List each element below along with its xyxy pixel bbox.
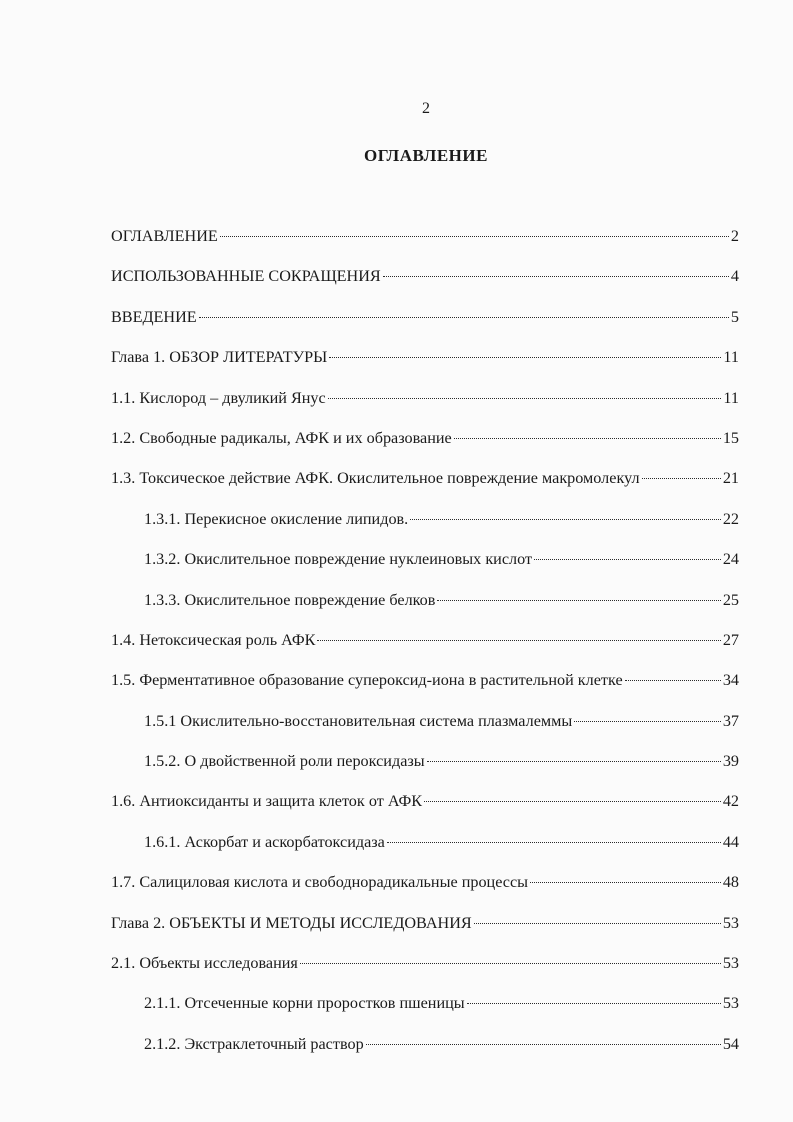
toc-dot-leader — [530, 882, 721, 883]
toc-entry[interactable] — [111, 468, 739, 508]
toc-entry[interactable] — [111, 347, 739, 387]
toc-entry-title: 1.3.3. Окислительное повреждение белков — [144, 590, 436, 609]
table-of-contents — [111, 226, 739, 1074]
toc-entry-page-number: 25 — [722, 590, 739, 609]
toc-entry-page-number: 42 — [722, 792, 739, 811]
toc-entry-page-number: 5 — [730, 307, 739, 326]
toc-entry-page-number: 54 — [722, 1034, 739, 1053]
toc-entry-page-number: 11 — [723, 388, 739, 407]
toc-dot-leader — [220, 236, 729, 237]
toc-dot-leader — [387, 842, 721, 843]
toc-entry-page-number: 44 — [722, 832, 739, 851]
toc-entry[interactable] — [111, 630, 739, 670]
toc-entry[interactable] — [111, 913, 739, 953]
toc-entry-title: 1.2. Свободные радикалы, АФК и их образование — [111, 428, 452, 447]
toc-entry-page-number: 53 — [722, 994, 739, 1013]
toc-entry-page-number: 39 — [722, 752, 739, 771]
toc-entry-title: 1.7. Салициловая кислота и свободнорадикальные процессы — [111, 873, 529, 892]
toc-dot-leader — [317, 640, 720, 641]
toc-dot-leader — [410, 519, 721, 520]
toc-entry-page-number: 15 — [722, 428, 739, 447]
toc-entry-page-number: 48 — [722, 873, 739, 892]
toc-entry[interactable] — [111, 428, 739, 468]
toc-entry-title: 1.3.1. Перекисное окисление липидов. — [144, 509, 409, 528]
toc-dot-leader — [574, 721, 721, 722]
toc-dot-leader — [642, 478, 721, 479]
toc-entry-title: Глава 1. ОБЗОР ЛИТЕРАТУРЫ — [111, 348, 328, 367]
toc-dot-leader — [625, 680, 721, 681]
toc-entry-title: 1.5. Ферментативное образование супероксид-иона в растительной клетке — [111, 671, 623, 690]
toc-dot-leader — [467, 1003, 721, 1004]
toc-dot-leader — [437, 600, 720, 601]
toc-entry[interactable] — [111, 791, 739, 831]
toc-entry-title: 2.1.1. Отсеченные корни проростков пшеницы — [144, 994, 465, 1013]
toc-entry-title: 2.1. Объекты исследования — [111, 954, 298, 973]
toc-entry-page-number: 37 — [722, 711, 739, 730]
toc-entry[interactable] — [111, 509, 739, 549]
toc-entry-page-number: 34 — [722, 671, 739, 690]
toc-dot-leader — [534, 559, 721, 560]
toc-entry-page-number: 2 — [730, 227, 739, 245]
toc-entry[interactable] — [111, 388, 739, 428]
toc-entry[interactable] — [111, 832, 739, 872]
toc-entry-page-number: 27 — [722, 630, 739, 649]
toc-dot-leader — [366, 1044, 721, 1045]
toc-entry[interactable] — [111, 266, 739, 306]
toc-title: ОГЛАВЛЕНИЕ — [364, 146, 488, 165]
toc-entry-title: 1.1. Кислород – двуликий Янус — [111, 388, 326, 407]
toc-entry[interactable] — [111, 872, 739, 912]
toc-entry-page-number: 11 — [723, 348, 739, 367]
toc-dot-leader — [454, 438, 721, 439]
toc-entry[interactable] — [111, 711, 739, 751]
toc-dot-leader — [424, 801, 721, 802]
toc-entry-title: 1.5.2. О двойственной роли пероксидазы — [144, 752, 425, 771]
toc-entry[interactable] — [111, 549, 739, 589]
toc-entry-title: 1.3. Токсическое действие АФК. Окислительное повреждение макромолекул — [111, 469, 640, 488]
toc-entry-page-number: 21 — [722, 469, 739, 488]
toc-entry-page-number: 24 — [722, 550, 739, 569]
toc-dot-leader — [329, 357, 721, 358]
toc-entry-title: 2.1.2. Экстраклеточный раствор — [144, 1034, 364, 1053]
toc-entry-title: Глава 2. ОБЪЕКТЫ И МЕТОДЫ ИССЛЕДОВАНИЯ — [111, 913, 472, 932]
toc-entry-title: ВВЕДЕНИЕ — [111, 307, 197, 326]
toc-dot-leader — [427, 761, 721, 762]
toc-entry-title: 1.6. Антиоксиданты и защита клеток от АФК — [111, 792, 423, 811]
toc-entry-title: ОГЛАВЛЕНИЕ — [111, 227, 218, 245]
toc-dot-leader — [300, 963, 721, 964]
toc-entry-title: 1.3.2. Окислительное повреждение нуклеиновых кислот — [144, 550, 533, 569]
toc-entry[interactable] — [111, 1034, 739, 1074]
toc-dot-leader — [474, 923, 721, 924]
toc-entry[interactable] — [111, 751, 739, 791]
toc-entry-title: 1.6.1. Аскорбат и аскорбатоксидаза — [144, 832, 385, 851]
toc-entry[interactable] — [111, 226, 739, 266]
page-number: 2 — [422, 100, 430, 117]
toc-dot-leader — [383, 276, 729, 277]
toc-entry-title: ИСПОЛЬЗОВАННЫЕ СОКРАЩЕНИЯ — [111, 267, 381, 286]
toc-entry-page-number: 4 — [730, 267, 739, 286]
toc-entry-page-number: 53 — [722, 954, 739, 973]
toc-entry[interactable] — [111, 953, 739, 993]
toc-entry-page-number: 53 — [722, 913, 739, 932]
toc-entry[interactable] — [111, 993, 739, 1033]
toc-dot-leader — [328, 398, 722, 399]
toc-entry-title: 1.5.1 Окислительно-восстановительная система плазмалеммы — [144, 711, 573, 730]
toc-dot-leader — [199, 317, 729, 318]
toc-entry[interactable] — [111, 590, 739, 630]
toc-entry[interactable] — [111, 307, 739, 347]
toc-entry-title: 1.4. Нетоксическая роль АФК — [111, 630, 316, 649]
toc-entry-page-number: 22 — [722, 509, 739, 528]
toc-entry[interactable] — [111, 670, 739, 710]
